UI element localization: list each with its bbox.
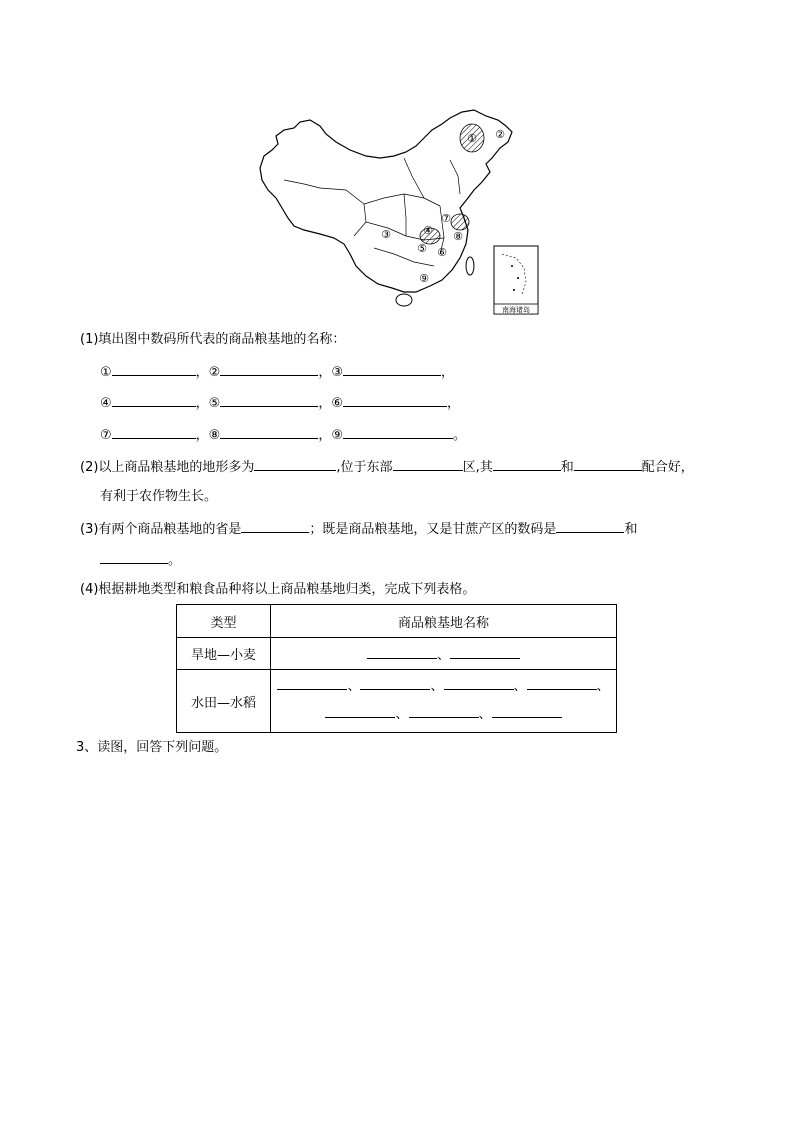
- answer-blank[interactable]: [343, 362, 441, 376]
- answer-blank[interactable]: [220, 425, 318, 439]
- answer-blank[interactable]: [241, 519, 309, 533]
- separator: 、: [436, 648, 450, 663]
- q3-text: (3)有两个商品粮基地的省是: [80, 522, 242, 537]
- row-answers-dryland: [271, 638, 617, 670]
- q4-prompt: (4)根据耕地类型和粮食品种将以上商品粮基地归类，完成下列表格。: [80, 582, 476, 597]
- answer-blank[interactable]: [277, 676, 347, 690]
- q2-text: ,位于东部: [336, 460, 393, 475]
- marker-7: ⑦: [441, 212, 451, 225]
- inset-label: 南海诸岛: [502, 306, 530, 314]
- q2-text: 配合好，: [641, 460, 694, 475]
- separator: 、: [347, 679, 361, 694]
- q1-label: ，②: [195, 365, 221, 380]
- q1-label: ，⑥: [318, 396, 343, 411]
- taiwan-island: [466, 257, 474, 275]
- answer-blank[interactable]: [112, 425, 196, 439]
- q2-text: (2)以上商品粮基地的地形多为: [80, 460, 255, 475]
- answer-blank[interactable]: [527, 676, 597, 690]
- q3-text: 和: [624, 522, 638, 537]
- q1-label: ①: [100, 365, 112, 380]
- q2-line-2: 有利于农作物生长。: [100, 489, 218, 504]
- table-row: [177, 670, 617, 733]
- q1-label: ⑦: [100, 428, 112, 443]
- q1-label: 。: [452, 428, 466, 443]
- answer-blank[interactable]: [556, 519, 624, 533]
- inset-island: [511, 265, 513, 267]
- q1-label: ，⑧: [195, 428, 221, 443]
- q1-label: ，: [440, 365, 454, 380]
- china-map-figure: [254, 98, 544, 316]
- header-type: 类型: [177, 605, 271, 638]
- q1-prompt: (1)填出图中数码所代表的商品粮基地的名称：: [80, 332, 346, 347]
- answer-line: [271, 701, 616, 729]
- answer-blank[interactable]: [112, 362, 196, 376]
- separator: 、: [513, 679, 527, 694]
- answer-blank[interactable]: [574, 457, 642, 471]
- q1-row-1: [100, 362, 454, 382]
- marker-3: ③: [381, 228, 391, 241]
- answer-blank[interactable]: [254, 457, 336, 471]
- marker-4: ④: [423, 224, 433, 237]
- next-question: 3、读图，回答下列问题。: [76, 740, 228, 755]
- q1-label: ④: [100, 396, 112, 411]
- answer-blank[interactable]: [343, 425, 453, 439]
- q1-label: ，③: [318, 365, 343, 380]
- q1-label: ，: [446, 396, 460, 411]
- marker-1: ①: [467, 132, 477, 145]
- answer-blank[interactable]: [100, 550, 168, 564]
- marker-8: ⑧: [453, 230, 463, 243]
- answer-blank[interactable]: [393, 457, 463, 471]
- q2-line-1: [80, 457, 694, 477]
- q3-text: ；既是商品粮基地，又是甘蔗产区的数码是: [309, 522, 557, 537]
- inset-island: [517, 277, 519, 279]
- answer-blank[interactable]: [409, 704, 479, 718]
- answer-blank[interactable]: [367, 645, 437, 659]
- base-region-8: [451, 214, 469, 230]
- answer-blank[interactable]: [343, 393, 447, 407]
- answer-line: [271, 673, 616, 701]
- separator: 、: [395, 707, 409, 722]
- q2-text: 和: [560, 460, 574, 475]
- q1-label: ，⑨: [318, 428, 343, 443]
- answer-blank[interactable]: [492, 704, 562, 718]
- answer-blank[interactable]: [444, 676, 514, 690]
- answer-blank[interactable]: [360, 676, 430, 690]
- separator: 、: [430, 679, 444, 694]
- q1-row-2: [100, 393, 460, 413]
- answer-blank[interactable]: [112, 393, 196, 407]
- table-row: [177, 638, 617, 670]
- q1-row-3: [100, 425, 466, 445]
- separator: 、: [478, 707, 492, 722]
- answer-blank[interactable]: [220, 362, 318, 376]
- row-type-paddy: 水田—水稻: [177, 670, 271, 733]
- q1-label: ，⑤: [195, 396, 221, 411]
- answer-blank[interactable]: [325, 704, 395, 718]
- answer-blank[interactable]: [220, 393, 318, 407]
- separator: 、: [596, 679, 610, 694]
- q3-line-1: [80, 519, 637, 539]
- q2-text: 区,其: [462, 460, 493, 475]
- marker-9: ⑨: [419, 272, 429, 285]
- q3-text: 。: [168, 553, 182, 568]
- classification-table: [176, 604, 617, 733]
- marker-6: ⑥: [437, 246, 447, 259]
- row-answers-paddy: [271, 670, 617, 733]
- marker-5: ⑤: [417, 242, 427, 255]
- answer-blank[interactable]: [450, 645, 520, 659]
- answer-blank[interactable]: [493, 457, 561, 471]
- table-header-row: [177, 605, 617, 638]
- hainan-island: [396, 294, 412, 306]
- row-type-dryland: 旱地—小麦: [177, 638, 271, 670]
- header-base-name: 商品粮基地名称: [271, 605, 617, 638]
- inset-island: [513, 289, 515, 291]
- marker-2: ②: [495, 128, 505, 141]
- q3-line-2: [100, 550, 181, 570]
